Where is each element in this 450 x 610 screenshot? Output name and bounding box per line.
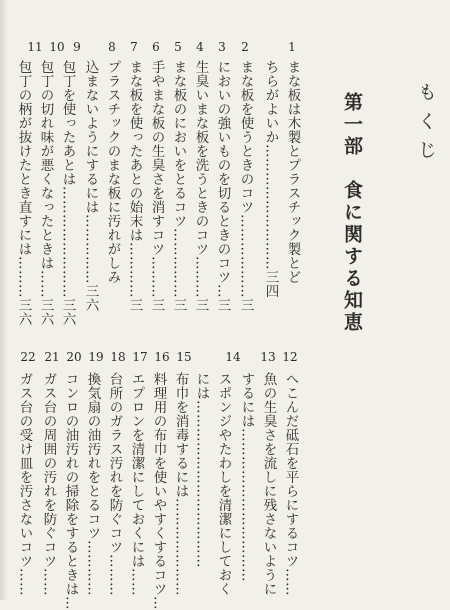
toc-entry-continued[interactable]: ちらがよいか………………………三四 xyxy=(262,60,279,298)
entry-number: 12 xyxy=(282,350,298,364)
entry-number: 4 xyxy=(196,40,204,54)
entry-number: 16 xyxy=(154,350,170,364)
toc-entry[interactable]: 台所のガラス汚れを防ぐコツ……… xyxy=(106,372,123,596)
page-gutter-shadow xyxy=(0,0,8,600)
entry-number: 10 xyxy=(49,40,65,54)
entry-number: 17 xyxy=(132,350,148,364)
toc-heading: もくじ xyxy=(415,82,437,169)
toc-entry[interactable]: 包丁の柄が抜けたとき直すには………三六 xyxy=(15,60,32,326)
entry-number: 22 xyxy=(20,350,36,364)
toc-entry-continued[interactable]: 込まないようにするには……………三六 xyxy=(82,60,99,312)
toc-entry[interactable]: 料理用の布巾を使いやすくするコツ… xyxy=(150,372,167,610)
toc-entry-continued[interactable]: には……………………………… xyxy=(193,372,210,568)
entry-number: 20 xyxy=(66,350,82,364)
entry-number: 1 xyxy=(288,40,296,54)
entry-number: 11 xyxy=(27,40,43,54)
toc-entry[interactable]: スポンジやたわしを清潔にしておく xyxy=(215,372,232,596)
entry-number: 13 xyxy=(260,350,276,364)
entry-number: 7 xyxy=(130,40,138,54)
toc-entry[interactable]: ガス台の周囲の汚れを防ぐコツ…… xyxy=(40,372,57,596)
part-title: 第一部 食に関する知恵 xyxy=(341,92,363,334)
entry-number: 15 xyxy=(176,350,192,364)
toc-entry[interactable]: 魚の生臭さを流しに残さないように xyxy=(260,372,277,596)
toc-entry[interactable]: においの強いものを切るときのコツ…三 xyxy=(214,60,231,312)
entry-number: 14 xyxy=(225,350,241,364)
toc-entry[interactable]: まな板を使うときのコツ………………三 xyxy=(237,60,254,312)
entry-number: 18 xyxy=(110,350,126,364)
toc-entry[interactable]: 換気扇の油汚れをとるコツ………… xyxy=(84,372,101,596)
toc-entry[interactable]: 手やまな板の生臭さを消すコツ………三 xyxy=(148,60,165,312)
toc-entry[interactable]: まな板のにおいをとるコツ……………三 xyxy=(170,60,187,312)
entry-number: 6 xyxy=(152,40,160,54)
entry-number: 5 xyxy=(174,40,182,54)
toc-entry[interactable]: 包丁を使ったあとは……………………三六 xyxy=(59,60,76,326)
toc-entry[interactable]: 布巾を消毒するには………………… xyxy=(172,372,189,596)
entry-number: 21 xyxy=(44,350,60,364)
toc-entry[interactable]: まな板を使ったあとの始末は…………三 xyxy=(126,60,143,312)
toc-entry[interactable]: 包丁の切れ味が悪くなったときは……三六 xyxy=(37,60,54,326)
toc-entry[interactable]: まな板は木製とプラスチック製とど xyxy=(284,60,301,284)
toc-entry[interactable]: エプロンを清潔にしておくには…… xyxy=(128,372,145,596)
entry-number: 2 xyxy=(241,40,249,54)
toc-entry-continued[interactable]: するには…………………………… xyxy=(238,372,255,582)
entry-number: 3 xyxy=(218,40,226,54)
toc-entry[interactable]: プラスチックのまな板に汚れがしみ xyxy=(104,60,121,284)
toc-entry[interactable]: 生臭いまな板を洗うときのコツ………三 xyxy=(192,60,209,312)
toc-entry[interactable]: ガス台の受け皿を汚さないコツ…… xyxy=(16,372,33,596)
toc-entry[interactable]: コンロの油汚れの掃除をするときは… xyxy=(62,372,79,610)
entry-number: 8 xyxy=(108,40,116,54)
toc-entry[interactable]: へこんだ砥石を平らにするコツ…… xyxy=(282,372,299,596)
entry-number: 9 xyxy=(73,40,81,54)
entry-number: 19 xyxy=(88,350,104,364)
